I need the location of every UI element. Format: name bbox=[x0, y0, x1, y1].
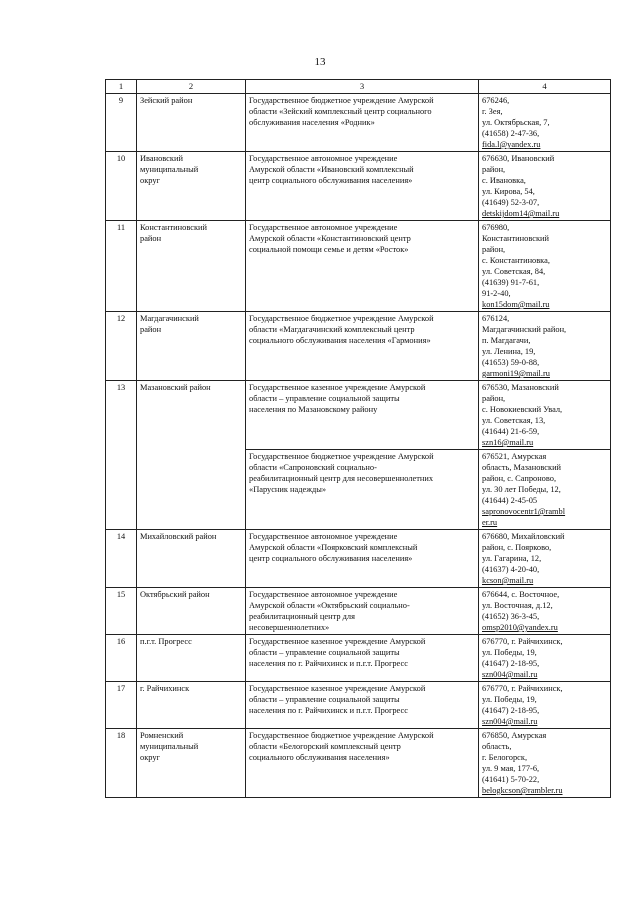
institution-cell-line: области – управление социальной защиты bbox=[249, 695, 400, 704]
contacts-cell-line: 676850, Амурская bbox=[482, 731, 547, 740]
contacts-cell-line: 676630, Ивановский bbox=[482, 154, 555, 163]
contacts-cell-line: ул. 30 лет Победы, 12, bbox=[482, 485, 561, 494]
contacts-cell-line: 676980, bbox=[482, 223, 510, 232]
institution-cell-line: Амурской области «Константиновский центр bbox=[249, 234, 411, 243]
institution-cell-line: реабилитационный центр для bbox=[249, 612, 355, 621]
contacts-cell-line: Магдагачинский район, bbox=[482, 325, 567, 334]
district-cell-line: Октябрьский район bbox=[140, 590, 210, 599]
table-header-row bbox=[106, 80, 611, 94]
contacts-cell-line: (41653) 59-0-88, bbox=[482, 358, 540, 367]
contacts-cell-line: г. Зея, bbox=[482, 107, 503, 116]
contacts-cell-line: 91-2-40, bbox=[482, 289, 511, 298]
email-link[interactable]: szn004@mail.ru bbox=[482, 717, 538, 726]
institution-cell bbox=[246, 729, 479, 798]
header-col-1: 1 bbox=[106, 80, 137, 94]
contacts-cell bbox=[479, 221, 611, 312]
district-cell bbox=[137, 588, 246, 635]
table-row bbox=[106, 94, 611, 152]
contacts-cell-line: г. Белогорск, bbox=[482, 753, 528, 762]
table-body bbox=[106, 94, 611, 798]
institution-cell-line: Государственное автономное учреждение bbox=[249, 532, 398, 541]
row-number: 9 bbox=[106, 94, 137, 152]
contacts-cell-line: 676644, с. Восточное, bbox=[482, 590, 560, 599]
table-row bbox=[106, 530, 611, 588]
email-link[interactable]: kon15dom@mail.ru bbox=[482, 300, 550, 309]
institution-cell-line: Государственное казенное учреждение Амурской bbox=[249, 383, 426, 392]
email-link[interactable]: omsp2010@yandex.ru bbox=[482, 623, 558, 632]
institution-cell-line: Государственное бюджетное учреждение Амурской bbox=[249, 452, 434, 461]
row-number: 12 bbox=[106, 312, 137, 381]
institution-cell bbox=[246, 312, 479, 381]
institution-cell bbox=[246, 635, 479, 682]
contacts-cell-line: 676770, г. Райчихинск, bbox=[482, 637, 563, 646]
district-cell bbox=[137, 152, 246, 221]
contacts-cell-line: с. Ивановка, bbox=[482, 176, 526, 185]
contacts-cell-line: ул. Советская, 84, bbox=[482, 267, 546, 276]
institution-cell-line: Амурской области «Поярковский комплексный bbox=[249, 543, 418, 552]
institution-cell-line: Государственное автономное учреждение bbox=[249, 223, 398, 232]
institution-cell bbox=[246, 94, 479, 152]
contacts-cell-line: район, bbox=[482, 394, 506, 403]
district-cell bbox=[137, 530, 246, 588]
institution-cell bbox=[246, 450, 479, 530]
page-number: 13 bbox=[314, 56, 326, 68]
institution-cell-line: Государственное бюджетное учреждение Амурской bbox=[249, 731, 434, 740]
email-link[interactable]: er.ru bbox=[482, 518, 498, 527]
header-col-2: 2 bbox=[137, 80, 246, 94]
contacts-cell-line: (41637) 4-20-40, bbox=[482, 565, 540, 574]
contacts-cell-line: 676521, Амурская bbox=[482, 452, 547, 461]
district-cell-line: п.г.т. Прогресс bbox=[140, 637, 192, 646]
contacts-cell-line: ул. Восточная, д.12, bbox=[482, 601, 553, 610]
contacts-cell-line: ул. Советская, 13, bbox=[482, 416, 546, 425]
institution-cell bbox=[246, 530, 479, 588]
institution-cell-line: Государственное казенное учреждение Амурской bbox=[249, 637, 426, 646]
district-cell-line: Ивановский bbox=[140, 154, 183, 163]
district-cell bbox=[137, 221, 246, 312]
institution-cell-line: Государственное автономное учреждение bbox=[249, 590, 398, 599]
contacts-cell-line: ул. Ленина, 19, bbox=[482, 347, 536, 356]
contacts-cell-line: Константиновский bbox=[482, 234, 549, 243]
district-cell bbox=[137, 682, 246, 729]
institution-cell-line: Государственное автономное учреждение bbox=[249, 154, 398, 163]
row-number: 15 bbox=[106, 588, 137, 635]
email-link[interactable]: belogkcson@rambler.ru bbox=[482, 786, 563, 795]
institution-cell-line: Государственное бюджетное учреждение Амурской bbox=[249, 314, 434, 323]
contacts-cell bbox=[479, 152, 611, 221]
contacts-cell-line: область, bbox=[482, 742, 512, 751]
row-number: 11 bbox=[106, 221, 137, 312]
contacts-cell-line: ул. Победы, 19, bbox=[482, 695, 537, 704]
institution-cell-line: социального обслуживания населения «Гармония» bbox=[249, 336, 431, 345]
contacts-cell bbox=[479, 94, 611, 152]
institution-cell-line: реабилитационный центр для несовершеннолетних bbox=[249, 474, 434, 483]
contacts-cell-line: 676530, Мазановский bbox=[482, 383, 559, 392]
institution-cell-line: области «Сапроновский социально- bbox=[249, 463, 377, 472]
contacts-cell-line: (41639) 91-7-61, bbox=[482, 278, 540, 287]
header-col-3: 3 bbox=[246, 80, 479, 94]
institution-cell-line: населения по г. Райчихинск и п.г.т. Прогресс bbox=[249, 706, 408, 715]
contacts-cell-line: ул. Гагарина, 12, bbox=[482, 554, 542, 563]
district-cell-line: район bbox=[140, 234, 162, 243]
table-row bbox=[106, 312, 611, 381]
district-cell bbox=[137, 635, 246, 682]
table-row bbox=[106, 381, 611, 450]
institution-cell bbox=[246, 221, 479, 312]
contacts-cell-line: область, Мазановский bbox=[482, 463, 562, 472]
contacts-cell bbox=[479, 381, 611, 450]
row-number: 14 bbox=[106, 530, 137, 588]
institution-cell-line: области «Зейский комплексный центр социального bbox=[249, 107, 432, 116]
district-cell-line: район bbox=[140, 325, 162, 334]
contacts-cell bbox=[479, 312, 611, 381]
contacts-cell-line: 676770, г. Райчихинск, bbox=[482, 684, 563, 693]
institution-cell-line: центр социального обслуживания населения» bbox=[249, 554, 413, 563]
institution-cell-line: населения по Мазановскому району bbox=[249, 405, 378, 414]
contacts-cell-line: ул. Победы, 19, bbox=[482, 648, 537, 657]
contacts-cell-line: район, с. Поярково, bbox=[482, 543, 552, 552]
contacts-cell bbox=[479, 635, 611, 682]
row-number: 16 bbox=[106, 635, 137, 682]
district-cell-line: Константиновский bbox=[140, 223, 207, 232]
contacts-cell-line: (41652) 36-3-45, bbox=[482, 612, 540, 621]
contacts-cell-line: (41641) 5-70-22, bbox=[482, 775, 540, 784]
row-number: 18 bbox=[106, 729, 137, 798]
institution-cell-line: области – управление социальной защиты bbox=[249, 394, 400, 403]
institution-cell bbox=[246, 152, 479, 221]
contacts-cell-line: район, bbox=[482, 165, 506, 174]
table-row bbox=[106, 152, 611, 221]
email-link[interactable]: kcson@mail.ru bbox=[482, 576, 534, 585]
table-row bbox=[106, 635, 611, 682]
institution-cell bbox=[246, 682, 479, 729]
header-col-4: 4 bbox=[479, 80, 611, 94]
contacts-cell-line: 676680, Михайловский bbox=[482, 532, 565, 541]
contacts-cell-line: район, bbox=[482, 245, 506, 254]
district-cell bbox=[137, 94, 246, 152]
email-link[interactable]: garmoni19@mail.ru bbox=[482, 369, 550, 378]
organizations-table bbox=[105, 79, 611, 798]
institution-cell-line: Амурской области «Ивановский комплексный bbox=[249, 165, 414, 174]
institution-cell-line: Государственное казенное учреждение Амурской bbox=[249, 684, 426, 693]
institution-cell-line: «Парусник надежды» bbox=[249, 485, 327, 494]
table-row bbox=[106, 682, 611, 729]
institution-cell bbox=[246, 381, 479, 450]
contacts-cell-line: ул. 9 мая, 177-6, bbox=[482, 764, 540, 773]
table-row bbox=[106, 729, 611, 798]
contacts-cell-line: п. Магдагачи, bbox=[482, 336, 531, 345]
row-number: 13 bbox=[106, 381, 137, 530]
email-link[interactable]: szn16@mail.ru bbox=[482, 438, 534, 447]
institution-cell-line: Амурской области «Октябрьский социально- bbox=[249, 601, 410, 610]
contacts-cell-line: район, с. Сапроново, bbox=[482, 474, 557, 483]
institution-cell-line: несовершеннолетних» bbox=[249, 623, 330, 632]
contacts-cell-line: с. Новокиевский Увал, bbox=[482, 405, 563, 414]
row-number: 10 bbox=[106, 152, 137, 221]
institution-cell-line: социального обслуживания населения» bbox=[249, 753, 390, 762]
email-link[interactable]: szn004@mail.ru bbox=[482, 670, 538, 679]
contacts-cell-line: 676124, bbox=[482, 314, 510, 323]
contacts-cell bbox=[479, 530, 611, 588]
district-cell-line: Мазановский район bbox=[140, 383, 211, 392]
institution-cell-line: центр социального обслуживания населения» bbox=[249, 176, 413, 185]
contacts-cell-line: (41647) 2-18-95, bbox=[482, 659, 540, 668]
table-row bbox=[106, 588, 611, 635]
institution-cell-line: обслуживания населения «Родник» bbox=[249, 118, 375, 127]
district-cell-line: муниципальный bbox=[140, 165, 199, 174]
contacts-cell-line: (41649) 52-3-07, bbox=[482, 198, 540, 207]
email-link[interactable]: sapronovocentr1@rambl bbox=[482, 507, 566, 516]
institution-cell-line: населения по г. Райчихинск и п.г.т. Прогресс bbox=[249, 659, 408, 668]
contacts-cell-line: 676246, bbox=[482, 96, 510, 105]
district-cell-line: округ bbox=[140, 176, 160, 185]
district-cell-line: Зейский район bbox=[140, 96, 193, 105]
district-cell bbox=[137, 312, 246, 381]
contacts-cell bbox=[479, 588, 611, 635]
institution-cell-line: области «Белогорский комплексный центр bbox=[249, 742, 401, 751]
contacts-cell-line: с. Константиновка, bbox=[482, 256, 550, 265]
email-link[interactable]: fida.l@yandex.ru bbox=[482, 140, 541, 149]
institution-cell-line: области – управление социальной защиты bbox=[249, 648, 400, 657]
district-cell-line: г. Райчихинск bbox=[140, 684, 190, 693]
contacts-cell-line: (41644) 21-6-59, bbox=[482, 427, 540, 436]
contacts-cell-line: ул. Октябрьская, 7, bbox=[482, 118, 550, 127]
contacts-cell-line: (41658) 2-47-36, bbox=[482, 129, 540, 138]
contacts-cell bbox=[479, 450, 611, 530]
district-cell bbox=[137, 381, 246, 530]
institution-cell-line: Государственное бюджетное учреждение Амурской bbox=[249, 96, 434, 105]
contacts-cell-line: (41644) 2-45-05 bbox=[482, 496, 538, 505]
district-cell-line: округ bbox=[140, 753, 160, 762]
institution-cell bbox=[246, 588, 479, 635]
contacts-cell-line: (41647) 2-18-95, bbox=[482, 706, 540, 715]
institution-cell-line: социальной помощи семье и детям «Росток» bbox=[249, 245, 409, 254]
contacts-cell bbox=[479, 729, 611, 798]
email-link[interactable]: detskijdom14@mail.ru bbox=[482, 209, 560, 218]
contacts-cell-line: ул. Кирова, 54, bbox=[482, 187, 535, 196]
district-cell-line: Михайловский район bbox=[140, 532, 217, 541]
district-cell-line: муниципальный bbox=[140, 742, 199, 751]
district-cell-line: Ромненский bbox=[140, 731, 184, 740]
district-cell bbox=[137, 729, 246, 798]
contacts-cell bbox=[479, 682, 611, 729]
row-number: 17 bbox=[106, 682, 137, 729]
district-cell-line: Магдагачинский bbox=[140, 314, 199, 323]
institution-cell-line: области «Магдагачинский комплексный центр bbox=[249, 325, 415, 334]
table-row bbox=[106, 221, 611, 312]
